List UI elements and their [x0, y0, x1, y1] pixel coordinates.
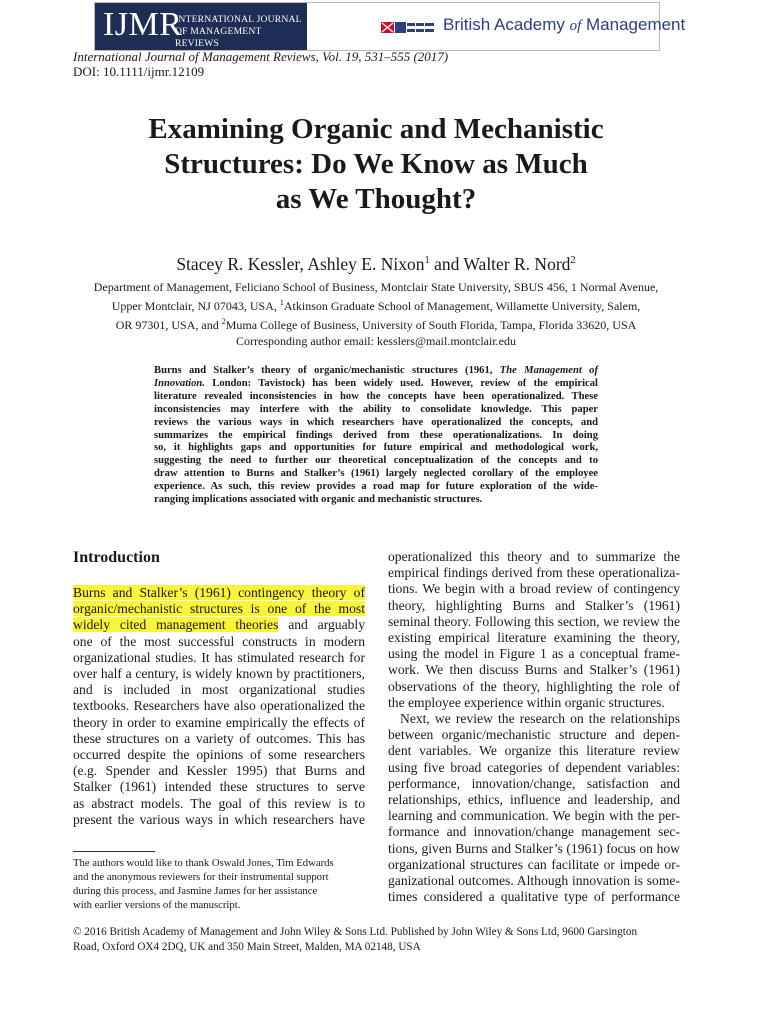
journal-citation: International Journal of Management Reviews, Vol. 19, 531–555 (2017): [73, 49, 449, 64]
ijmr-logo-block: [95, 3, 307, 50]
copyright-notice: © 2016 British Academy of Management and John Wiley & Sons Ltd. Published by John Wiley & Sons Ltd, 9600 Garsington Road, Oxford OX4 2DQ, UK and 350 Main Street, Malden, MA 02148, USA: [73, 926, 638, 953]
union-flag-icon: [381, 22, 435, 33]
doi: DOI: 10.1111/ijmr.12109: [73, 64, 205, 79]
author-list: Stacey R. Kessler, Ashley E. Nixon$^1$ and Walter R. Nord$^2$: [176, 254, 576, 274]
acknowledgement-footnote: The authors would like to thank Oswald Jones, Tim Edwards and the anonymous reviewers for their instrumental support during this process, and Jasmine James for her assistance with earlier versions of the manuscript.: [73, 857, 334, 911]
footnote-rule: [73, 851, 155, 852]
publisher-name: British Academy of Management: [443, 15, 686, 34]
journal-full-name: INTERNATIONAL JOURNAL OF MANAGEMENT REVIEWS: [175, 14, 302, 49]
corresponding-email: Corresponding author email: kesslers@mail.montclair.edu: [236, 334, 516, 348]
body-right-column: operationalized this theory and to summarize the empirical findings derived from these operationaliza- tions. We begin with a broad review of contingency theory, highlighting Burns and Stalker’s (1961) seminal theory. Following this section, we review the existing empirical literature examining the theory, using the model in Figure 1 as a conceptual frame- work. We then discuss Burns and Stalker’s (1961) observations of the theory, highlighting the role of the employee experience within organic structures. Next, we review the research on the relationships between organic/mechanistic structure and depen- dent variables. We organize this literature review using five broad categories of dependent variables: performance, innovation/change, satisfaction and relationships, ethics, influence and leadership, and learning and communication. We begin with the per- formance and innovation/change management sec- tions, given Burns and Stalker’s (1961) focus on how organizational structures can facilitate or impede or- ganizational outcomes. Although innovation is some- times considered a qualitative type of performance: [388, 549, 680, 905]
author-affiliations: Department of Management, Feliciano School of Business, Montclair State University, SBUS 456, 1 Normal Avenue, Upper Montclair, NJ 07043, USA, $^1$Atkinson Graduate School of Management, Willamette University, Salem, OR 97301, USA, and $^2$Muma College of Business, University of South Florida, Tampa, Florida 33620, USA Corresponding author email: kesslers@mail.montclair.edu: [74, 279, 678, 349]
paper-title: Examining Organic and Mechanistic Structures: Do We Know as Much as We Thought?: [148, 113, 604, 215]
journal-banner: [94, 2, 686, 51]
highlighted-text: organic/mechanistic structures is one of the most: [73, 601, 365, 617]
abstract: Burns and Stalker’s theory of organic/mechanistic structures (1961, The Management of Innovation. London: Tavistock) has been widely used. However, review of the empirical literature revealed inconsistencies in how the concepts have been operationalized. These inconsistencies may interfere with the ability to consolidate knowledge. This paper reviews the various ways in which researchers have operationalized the concepts, and summarizes the empirical findings derived from these operationalizations. In doing so, it highlights gaps and opportunities for future empirical and methodological work, suggesting the need to further our theoretical conceptualization of the concepts and to draw attention to Burns and Stalker’s (1961) largely neglected corollary of the employee experience. As such, this review provides a road map for future exploration of the wide- ranging implications associated with organic and mechanistic structures.: [154, 365, 598, 506]
ijmr-logo: IJMR: [103, 6, 183, 43]
introduction-column: Introduction Burns and Stalker’s (1961) contingency theory of organic/mechanistic structures is one of the most widely cited management theories and arguably one of the most successful constructs in modern organizational studies. It has stimulated research for over half a century, is widely known by practitioners, and is included in most organizational studies textbooks. Researchers have also operationalized the theory in order to examine empirically the effects of these structures on a variety of outcomes. This has occurred despite the opinions of some researchers (e.g. Spender and Kessler 1995) that Burns and Stalker (1961) intended these structures to serve as abstract models. The goal of this review is to present the various ways in which researchers have: [73, 549, 365, 827]
highlighted-text: Burns and Stalker’s (1961) contingency theory of: [73, 585, 365, 600]
highlighted-text: widely cited management theories: [73, 617, 279, 633]
section-heading-introduction: Introduction: [73, 549, 160, 566]
